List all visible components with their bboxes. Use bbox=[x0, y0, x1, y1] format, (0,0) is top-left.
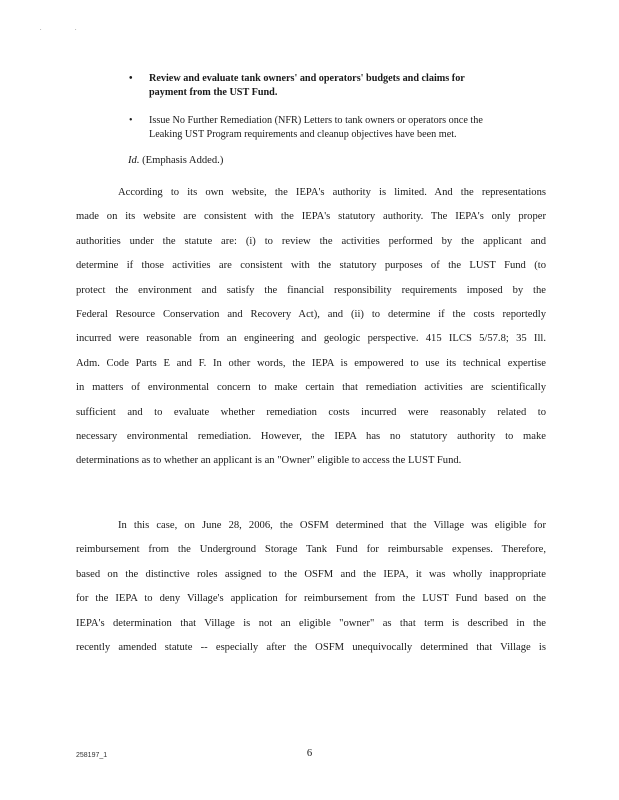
paragraph-line: made on its website are consistent with the IEPA's statutory authority. The IEPA's only proper bbox=[76, 211, 546, 223]
page-number: 6 bbox=[306, 748, 313, 759]
paragraph-line: protect the environment and satisfy the financial responsibility requirements imposed by the bbox=[76, 284, 546, 296]
citation-id: Id. bbox=[128, 155, 140, 166]
bullet-text-line: Issue No Further Remediation (NFR) Letters to tank owners or operators once the bbox=[149, 115, 483, 126]
paragraph-line: recently amended statute -- especially after the OSFM unequivocally determined that Village is bbox=[76, 642, 546, 654]
bullet-item-review-budgets bbox=[128, 72, 548, 100]
paragraph-line: Adm. Code Parts E and F. In other words, the IEPA is empowered to use its technical expertise bbox=[76, 357, 546, 369]
paragraph-line: authorities under the statute are: (i) to review the activities performed by the applicant and bbox=[76, 235, 546, 247]
citation-text: (Emphasis Added.) bbox=[142, 155, 224, 166]
paragraph-line: determinations as to whether an applicant is an "Owner" eligible to access the LUST Fund. bbox=[76, 455, 462, 467]
bullet-text-line: Leaking UST Program requirements and cleanup objectives have been met. bbox=[149, 129, 457, 140]
paragraph-line: necessary environmental remediation. However, the IEPA has no statutory authority to make bbox=[76, 431, 546, 443]
bullet-text-line: payment from the UST Fund. bbox=[149, 87, 278, 98]
citation-line bbox=[128, 155, 223, 166]
paragraph-line: reimbursement from the Underground Storage Tank Fund for reimbursable expenses. Therefore, bbox=[76, 544, 546, 556]
paragraph-line: Federal Resource Conservation and Recovery Act), and (ii) to determine if the costs reportedly bbox=[76, 309, 546, 321]
footer-document-id: 258197_1 bbox=[76, 752, 108, 759]
paragraph-line: According to its own website, the IEPA's authority is limited. And the representations bbox=[118, 187, 546, 198]
paragraph-line: determine if those activities are consistent with the statutory purposes of the LUST Fund (to bbox=[76, 260, 546, 272]
scan-specks: . . bbox=[40, 26, 93, 32]
paragraph-line: for the IEPA to deny Village's application for reimbursement from the LUST Fund based on the bbox=[76, 593, 546, 605]
bullet-list bbox=[128, 72, 548, 156]
paragraph-osfm-determination bbox=[76, 514, 546, 660]
paragraph-line: based on the distinctive roles assigned to the OSFM and the IEPA, it was wholly inappropriate bbox=[76, 568, 546, 580]
paragraph-line: sufficient and to evaluate whether remediation costs incurred were reasonably related to bbox=[76, 406, 546, 418]
paragraph-iepa-authority bbox=[76, 181, 546, 474]
paragraph-line: in matters of environmental concern to make certain that remediation activities are scientifically bbox=[76, 382, 546, 394]
paragraph-line: IEPA's determination that Village is not an eligible "owner" as that term is described in the bbox=[76, 617, 546, 629]
paragraph-line: incurred were reasonable from an engineering and geologic perspective. 415 ILCS 5/57.8; 35 Ill. bbox=[76, 333, 546, 345]
bullet-dot-icon: • bbox=[129, 73, 133, 84]
bullet-item-issue-nfr bbox=[128, 114, 548, 142]
bullet-dot-icon: • bbox=[129, 115, 133, 126]
paragraph-line: In this case, on June 28, 2006, the OSFM determined that the Village was eligible for bbox=[118, 520, 546, 531]
bullet-text-line: Review and evaluate tank owners' and operators' budgets and claims for bbox=[149, 73, 465, 84]
